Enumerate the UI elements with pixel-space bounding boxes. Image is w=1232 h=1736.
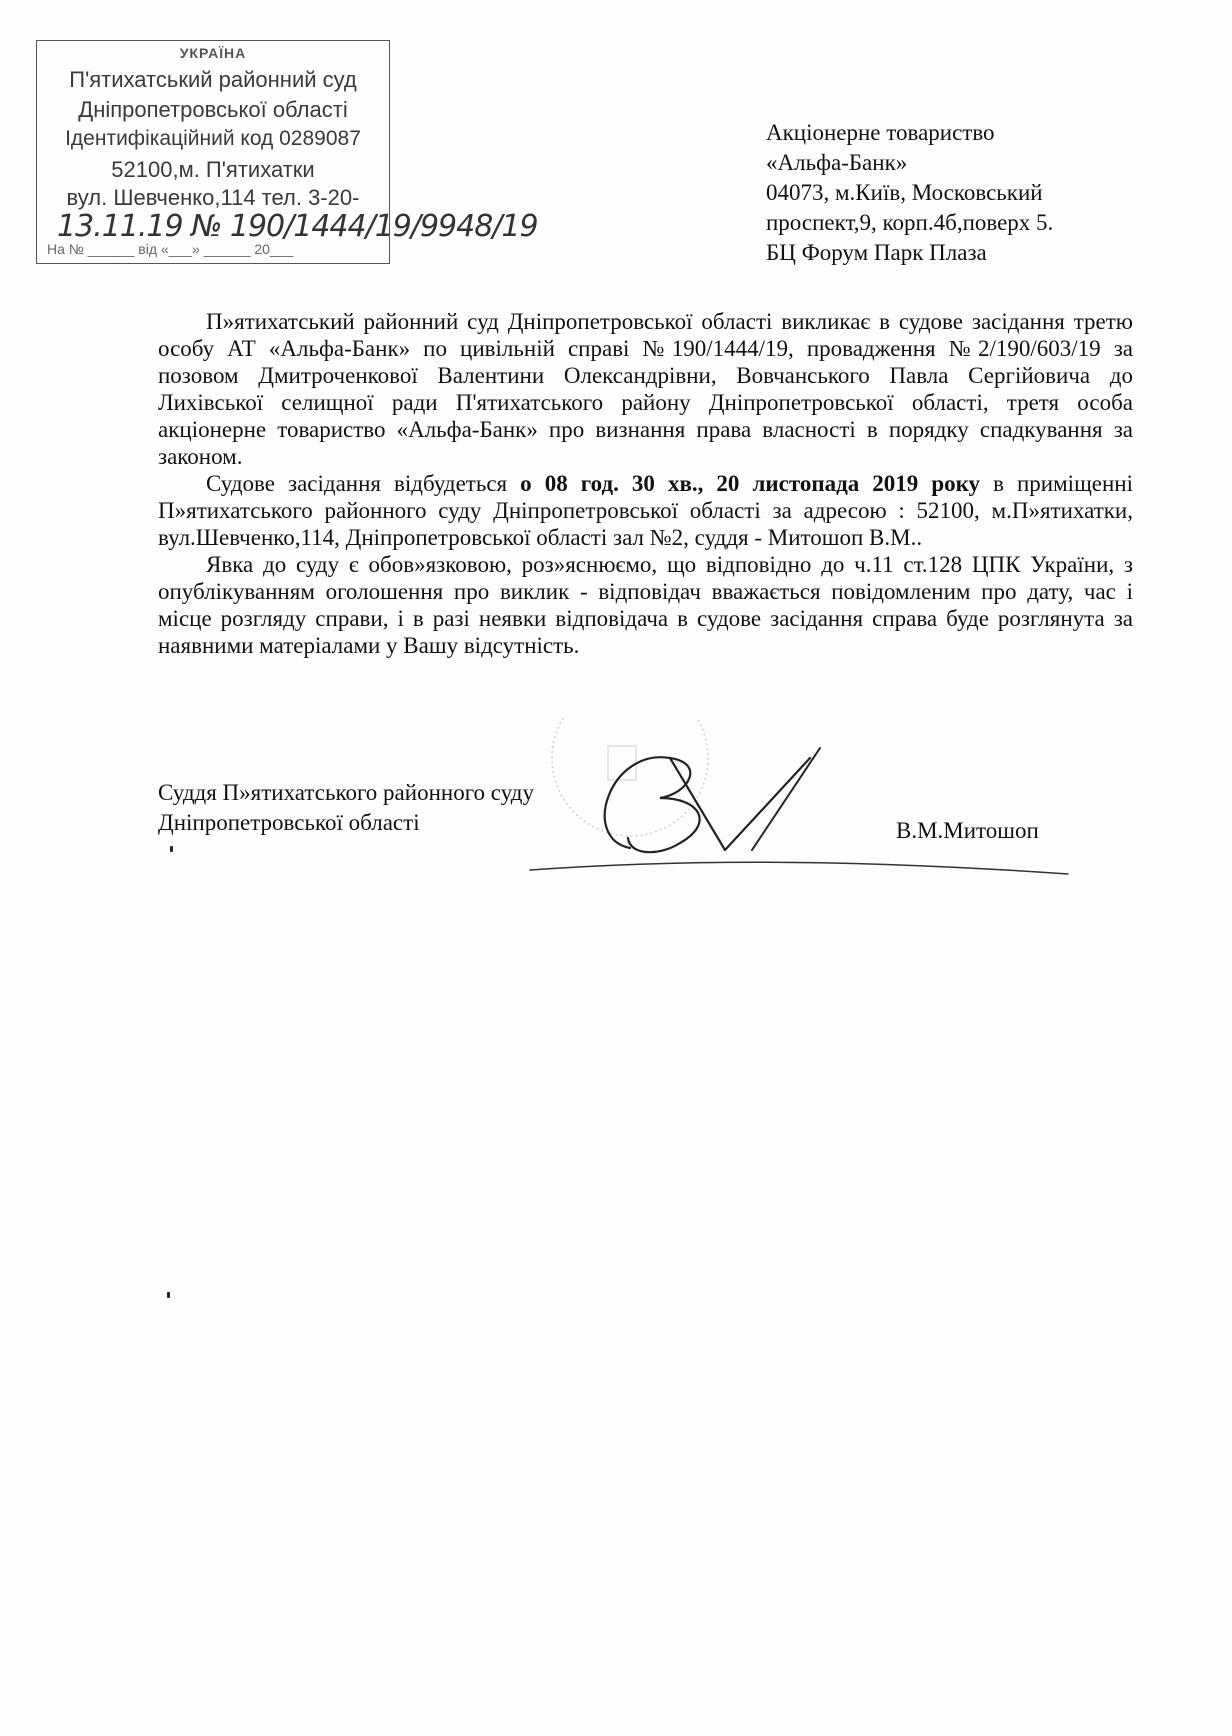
- stamp-region: Дніпропетровської області: [78, 97, 348, 122]
- registration-stamp: [36, 40, 538, 264]
- hearing-datetime: о 08 год. 30 хв., 20 листопада 2019 року: [520, 471, 981, 496]
- hearing-text-after: в приміщенні П»ятихатського районного суду Дніпропетровської області за адресою : 52100, м.П»ятихатки, вул.Шевченко,114, Дніпропетровської області зал №2, суддя - Митошоп В.М..: [158, 471, 1133, 550]
- hearing-text-before: Судове засідання відбудеться: [206, 471, 521, 496]
- judge-title: [158, 778, 534, 838]
- addressee-line: БЦ Форум Парк Плаза: [766, 240, 987, 265]
- judge-title-line2: Дніпропетровської області: [158, 810, 420, 835]
- judge-title-line1: Суддя П»ятихатського районного суду: [158, 780, 534, 805]
- letter-body: [158, 308, 1133, 659]
- stamp-address: вул. Шевченко,114 тел. 3-20-: [66, 185, 360, 210]
- paragraph-summons: П»ятихатський районний суд Дніпропетровської області викликає в судове засідання третю особу АТ «Альфа-Банк» по цивільній справі №190/1444/19, провадження №2/190/603/19 за позовом Дмитроченкової Валентини Олександрівни, Вовчанського Павла Сергійовича до Лихівської селищної ради П'ятихатського району Дніпропетровської області, третя особа акціонерне товариство «Альфа-Банк» про визнання права власності в порядку спадкування за законом.: [158, 309, 1133, 469]
- addressee-block: [766, 118, 1106, 268]
- stamp-handwritten-number: 13.11.19 № 190/1444/19/9948/19: [57, 209, 538, 244]
- judge-name: В.М.Митошоп: [896, 818, 1039, 843]
- addressee-line: «Альфа-Банк»: [766, 150, 908, 175]
- scan-speck: [167, 1292, 170, 1298]
- stamp-city: 52100,м. П'ятихатки: [111, 157, 315, 182]
- addressee-line: Акціонерне товариство: [766, 120, 995, 145]
- scan-speck: [170, 846, 173, 852]
- stamp-court-name: П'ятихатський районний суд: [69, 67, 357, 92]
- handwritten-signature: [520, 718, 1080, 878]
- stamp-country: УКРАЇНА: [179, 45, 247, 61]
- addressee-line: проспект,9, корп.4б,поверх 5.: [766, 210, 1054, 235]
- addressee-line: 04073, м.Київ, Московський: [766, 180, 1043, 205]
- paragraph-attendance: Явка до суду є обов»язковою, роз»яснюємо, що відповідно до ч.11 ст.128 ЦПК України, з опублікуванням оголошення про виклик - відповідач вважається повідомленим про дату, час і місце розгляду справи, і в разі неявки відповідача в судове засідання справа буде розглянута за наявними матеріалами у Вашу відсутність.: [158, 552, 1133, 658]
- stamp-id-code: Ідентифікаційний код 0289087: [65, 127, 361, 150]
- stamp-reg-line: На № ______ від «___» ______ 20___: [47, 241, 294, 257]
- paragraph-hearing: [158, 470, 1133, 551]
